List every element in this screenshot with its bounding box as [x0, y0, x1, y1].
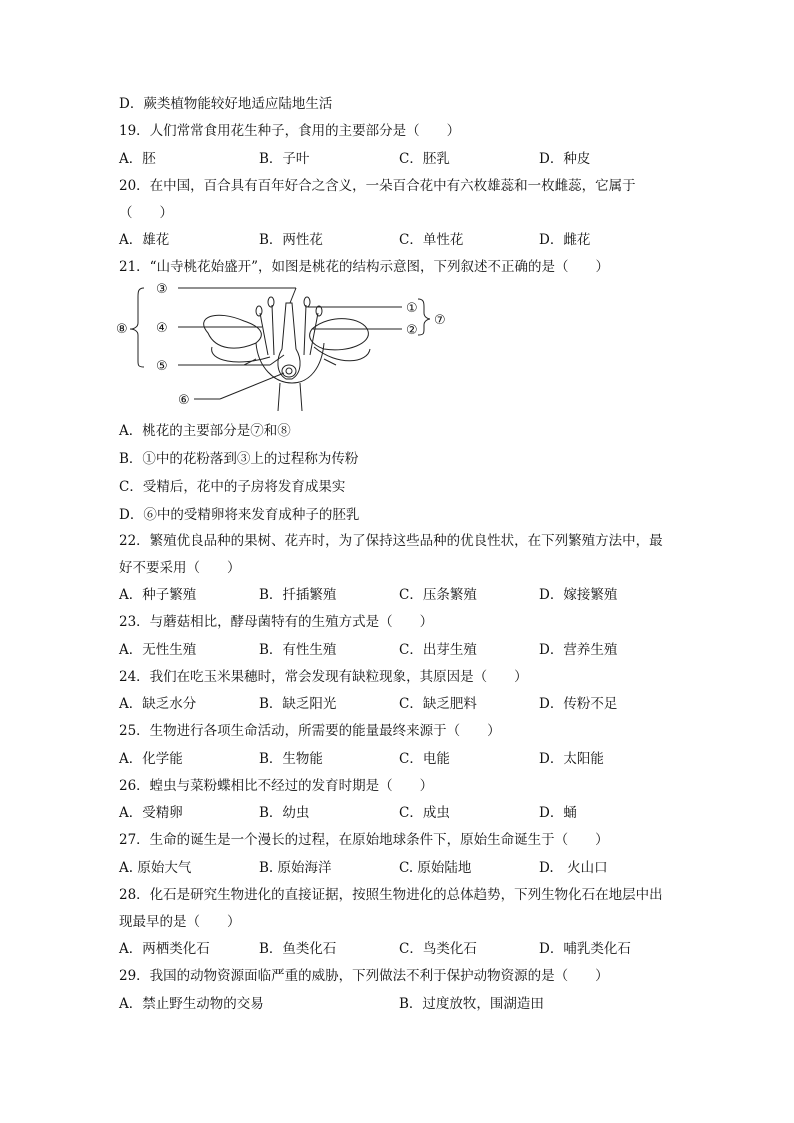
q29-option-a: A．禁止野生动物的交易 [119, 996, 264, 1012]
label-1: ① [406, 301, 418, 316]
q24-stem: 24．我们在吃玉米果穗时，常会发现有缺粒现象，其原因是（ ） [119, 669, 528, 685]
q29-stem: 29．我国的动物资源面临严重的威胁，下列做法不利于保护动物资源的是（ ） [119, 968, 609, 984]
q26-options [119, 804, 679, 822]
flower-right-petal [310, 319, 369, 350]
q19-option-c: C．胚乳 [399, 151, 450, 167]
q22-option-b: B．扦插繁殖 [259, 587, 337, 603]
q23-option-d: D．营养生殖 [539, 642, 618, 658]
q25-option-c: C．电能 [399, 751, 450, 767]
q27-option-d: D. 火山口 [539, 860, 608, 876]
q29-option-b: B．过度放牧，围湖造田 [399, 996, 544, 1012]
stamen-filament-3 [304, 305, 306, 355]
q20-stem-line1: 20．在中国，百合具有百年好合之含义，一朵百合花中有六枚雄蕊和一枚雌蕊，它属于 [119, 178, 636, 194]
q27-options [119, 859, 679, 877]
q26-option-a: A．受精卵 [119, 805, 183, 821]
ovule [282, 365, 296, 377]
q26-stem: 26．蝗虫与菜粉蝶相比不经过的发育时期是（ ） [119, 778, 434, 794]
q25-option-d: D．太阳能 [539, 751, 604, 767]
q22-options [119, 586, 679, 604]
label-6: ⑥ [178, 393, 190, 408]
q20-stem-line2: （ ） [119, 205, 173, 221]
label-7: ⑦ [434, 313, 446, 328]
q20-options [119, 231, 679, 249]
q22-option-a: A．种子繁殖 [119, 587, 197, 603]
flower-left-petal [204, 315, 262, 348]
sepal-right [324, 359, 336, 365]
q21-option-b: B．①中的花粉落到③上的过程称为传粉 [119, 451, 359, 467]
q22-option-d: D．嫁接繁殖 [539, 587, 618, 603]
q20-option-d: D．雌花 [539, 232, 591, 248]
q20-option-a: A．雄花 [119, 232, 170, 248]
q24-option-a: A．缺乏水分 [119, 696, 197, 712]
q27-option-c: C. 原始陆地 [399, 860, 472, 876]
label-4: ④ [156, 321, 168, 336]
q22-stem-line1: 22．繁殖优良品种的果树、花卉时，为了保持这些品种的优良性状，在下列繁殖方法中，最 [119, 533, 663, 549]
label-5: ⑤ [156, 359, 168, 374]
q25-stem: 25．生物进行各项生命活动，所需要的能量最终来源于（ ） [119, 723, 501, 739]
q23-option-a: A．无性生殖 [119, 642, 197, 658]
q23-option-c: C．出芽生殖 [399, 642, 477, 658]
q19-stem: 19．人们常常食用花生种子，食用的主要部分是（ ） [119, 123, 461, 139]
flower-left-lower-petal [212, 347, 270, 362]
q27-option-a: A. 原始大气 [119, 860, 192, 876]
q26-option-d: D．蛹 [539, 805, 577, 821]
q24-option-c: C．缺乏肥料 [399, 696, 477, 712]
q19-option-a: A．胚 [119, 151, 156, 167]
q23-option-b: B．有性生殖 [259, 642, 337, 658]
q22-option-c: C．压条繁殖 [399, 587, 477, 603]
q21-stem: 21．“山寺桃花始盛开”，如图是桃花的结构示意图，下列叙述不正确的是（ ） [119, 259, 609, 275]
q28-option-c: C．鸟类化石 [399, 941, 477, 957]
q19-option-b: B．子叶 [259, 151, 310, 167]
q28-option-a: A．两栖类化石 [119, 941, 210, 957]
q27-stem: 27．生命的诞生是一个漫长的过程，在原始地球条件下，原始生命诞生于（ ） [119, 832, 609, 848]
brace-7 [418, 299, 430, 335]
q26-option-c: C．成虫 [399, 805, 450, 821]
q23-options [119, 641, 679, 659]
q24-option-d: D．传粉不足 [539, 696, 618, 712]
q20-option-c: C．单性花 [399, 232, 464, 248]
anther-1 [256, 306, 262, 316]
q25-option-b: B．生物能 [259, 751, 323, 767]
label-2: ② [406, 323, 418, 338]
q21-option-c: C．受精后，花中的子房将发育成果实 [119, 479, 346, 495]
q28-stem-line1: 28．化石是研究生物进化的直接证据，按照生物进化的总体趋势，下列生物化石在地层中出 [119, 887, 663, 903]
q25-options [119, 750, 679, 768]
label-8: ⑧ [116, 322, 128, 337]
q21-option-a: A．桃花的主要部分是⑦和⑧ [119, 423, 291, 439]
q28-option-b: B．鱼类化石 [259, 941, 337, 957]
anther-3 [304, 297, 310, 307]
q24-option-b: B．缺乏阳光 [259, 696, 337, 712]
stamen-filament-2 [272, 305, 274, 355]
q23-stem: 23．与蘑菇相比，酵母菌特有的生殖方式是（ ） [119, 614, 434, 630]
q26-option-b: B．幼虫 [259, 805, 310, 821]
q24-options [119, 695, 679, 713]
q19-options [119, 150, 679, 168]
q19-option-d: D．种皮 [539, 151, 591, 167]
flower-stalk [278, 383, 302, 411]
peach-flower-diagram [116, 283, 456, 413]
q29-options [119, 995, 679, 1013]
anther-2 [268, 297, 274, 307]
q18-option-d: D．蕨类植物能较好地适应陆地生活 [119, 96, 333, 112]
q21-option-d: D．⑥中的受精卵将来发育成种子的胚乳 [119, 507, 360, 523]
q25-option-a: A．化学能 [119, 751, 183, 767]
q22-stem-line2: 好不要采用（ ） [119, 560, 241, 576]
q28-options [119, 940, 679, 958]
label-3: ③ [156, 283, 168, 297]
q27-option-b: B. 原始海洋 [259, 860, 332, 876]
q20-option-b: B．两性花 [259, 232, 323, 248]
brace-8 [130, 288, 144, 367]
q28-stem-line2: 现最早的是（ ） [119, 914, 241, 930]
q28-option-d: D．哺乳类化石 [539, 941, 631, 957]
